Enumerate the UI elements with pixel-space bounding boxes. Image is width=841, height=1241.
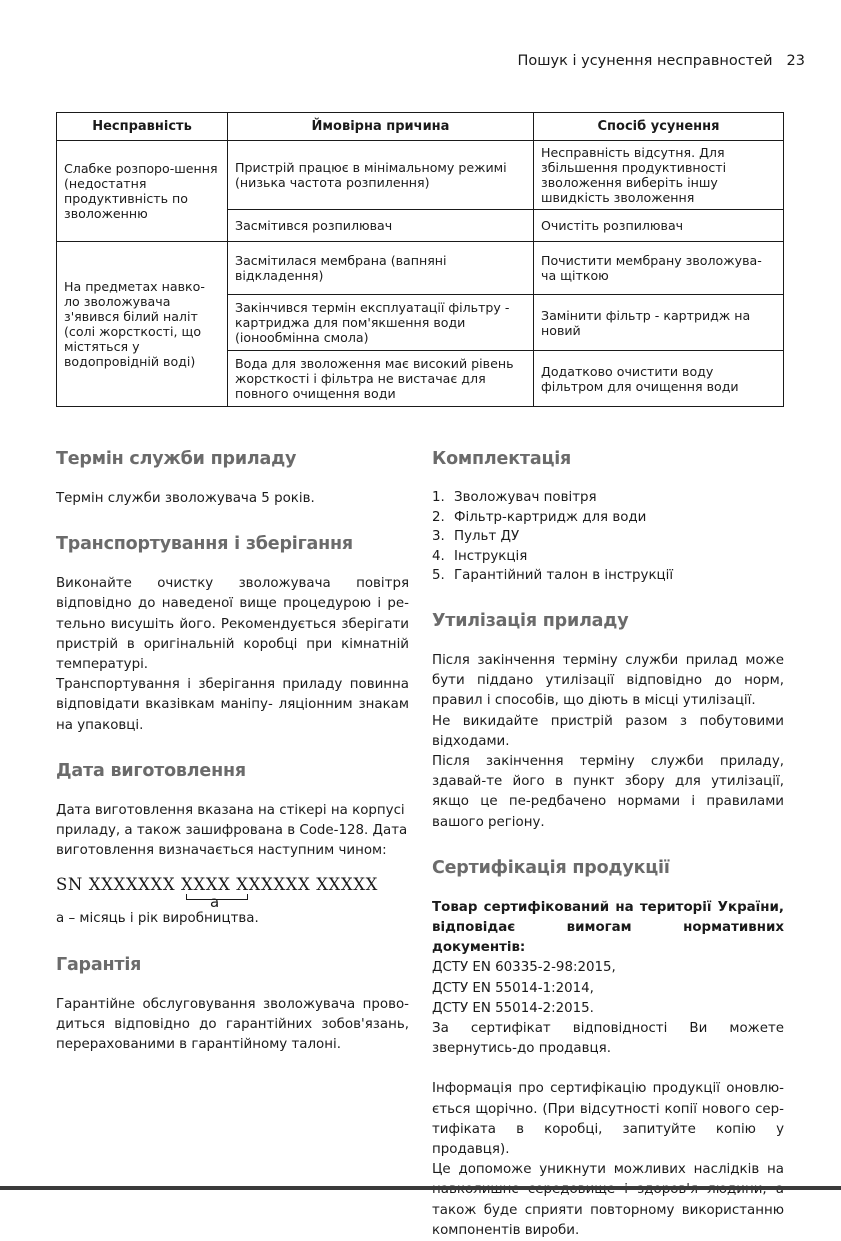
problem-cell: На предметах навко-ло зволожувача з'явився білий наліт (солі жорсткості, що містяться у водопровідній воді) (57, 242, 228, 407)
service-life-heading: Термін служби приладу (56, 449, 297, 469)
table-row (57, 242, 784, 295)
list-item: 2. Фільтр-картридж для води (432, 509, 647, 525)
transport-paragraph-1: Виконайте очистку зволожувача повітря відповідно до наведеної вище процедурою і ре-тельно висушіть його. Рекомендується зберігати пристрій в оригінальній коробці при кімнатній температурі. (56, 576, 409, 673)
kit-heading: Комплектація (432, 449, 572, 469)
certification-heading: Сертифікація продукції (432, 857, 670, 878)
certification-statement: Товар сертифікований на території України, відповідає вимогам нормативних документів: (432, 899, 784, 956)
remedy-cell: Замінити фільтр - картридж на новий (534, 295, 784, 351)
manufacture-date-legend: a – місяць і рік виробництва. (56, 911, 259, 927)
kit-list (432, 488, 784, 586)
column-header-cause: Ймовірна причина (228, 113, 534, 141)
paragraph-spacer (432, 1059, 784, 1079)
standard-item: ДСТУ EN 55014-1:2014, (432, 980, 594, 996)
header-section-title: Пошук і усунення несправностей (517, 53, 773, 69)
remedy-cell: Несправність відсутня. Для збільшення продуктивності зволоження виберіть іншу швидкість зволоження (534, 141, 784, 210)
remedy-cell: Очистіть розпилювач (534, 210, 784, 242)
problem-cell: Слабке розпоро-шення (недостатня продуктивність по зволоженню (57, 141, 228, 242)
sn-code-diagram (56, 875, 409, 912)
bottom-rule (0, 1186, 841, 1190)
disposal-paragraph-2: Не викидайте пристрій разом з побутовими відходами. (432, 713, 784, 749)
disposal-paragraph-1: Після закінчення терміну служби прилад може бути піддано утилізації відповідно до норм, правил і способів, що діють в місці утилізації. (432, 652, 784, 709)
transport-paragraph-2: Транспортування і зберігання приладу повинна відповідати вказівкам маніпу- ляціонним знакам на упаковці. (56, 677, 409, 733)
remedy-cell: Почистити мембрану зволожува-ча щіткою (534, 242, 784, 295)
disposal-heading: Утилізація приладу (432, 610, 629, 631)
column-header-remedy: Спосіб усунення (534, 113, 784, 141)
table-header-row (57, 113, 784, 141)
certification-help-text: Це допоможе уникнути можливих наслідків на також буде сприяти повторному використанню компонентів вироби. (432, 1162, 784, 1238)
manufacture-date-text: Дата виготовлення вказана на стікері на корпусі приладу, а також зашифрована в Code-128. Дата виготовлення визначається наступним чином: (56, 802, 408, 859)
service-life-text: Термін служби зволожувача 5 років. (56, 491, 315, 506)
list-item: 3. Пульт ДУ (432, 529, 520, 545)
transport-heading: Транспортування і зберігання (56, 534, 353, 555)
list-item: 5. Гарантійний талон в інструкції (432, 568, 674, 584)
page-number: 23 (786, 53, 805, 69)
list-item: 1. Зволожувач повітря (432, 490, 597, 505)
sn-code: SN XXXXXXX XXXX XXXXXX XXXXX (56, 875, 378, 895)
list-item: 4. Інструкція (432, 548, 528, 564)
cause-cell: Засмітився розпилювач (228, 210, 534, 242)
warranty-text: Гарантійне обслуговування зволожувача прово-диться відповідно до гарантійних зобов'язань, перерахованими в гарантійному талоні. (56, 996, 409, 1053)
remedy-cell: Додатково очистити воду фільтром для очищення води (534, 351, 784, 407)
cause-cell: Засмітилася мембрана (вапняні відкладення) (228, 242, 534, 295)
cause-cell: Закінчився термін експлуатації фільтру - картриджа для пом'якшення води (іонообмінна смола) (228, 295, 534, 351)
troubleshooting-table (56, 112, 784, 407)
standard-item: ДСТУ EN 55014-2:2015. (432, 1000, 594, 1016)
disposal-paragraph-3: Після закінчення терміну служби приладу, здавай-те його в пункт збору для утилізації, якщо це пе-редбачено нормами і правилами вашого регіону. (432, 753, 784, 830)
right-column (432, 446, 784, 1241)
left-column (56, 446, 409, 1055)
page-header (517, 53, 805, 69)
cause-cell: Пристрій працює в мінімальному режимі (низька частота розпилення) (228, 141, 534, 210)
table-row (57, 141, 784, 210)
cause-cell: Вода для зволоження має високий рівень жорсткості і фільтра не вистачає для повного очищення води (228, 351, 534, 407)
warranty-heading: Гарантія (56, 954, 142, 975)
sn-marker: a (210, 893, 220, 912)
certification-update-text: Інформація про сертифікацію продукції оновлю-ється щорічно. (При відсутності копії нового сер-тифіката в коробці, запитуйте копію у продавця). (432, 1081, 784, 1158)
column-header-problem: Несправність (57, 113, 228, 141)
standard-item: ДСТУ EN 60335-2-98:2015, (432, 960, 616, 976)
certification-contact: За сертифікат відповідності Ви можете звернутись-до продавця. (432, 1021, 784, 1057)
manufacture-date-heading: Дата виготовлення (56, 760, 246, 781)
